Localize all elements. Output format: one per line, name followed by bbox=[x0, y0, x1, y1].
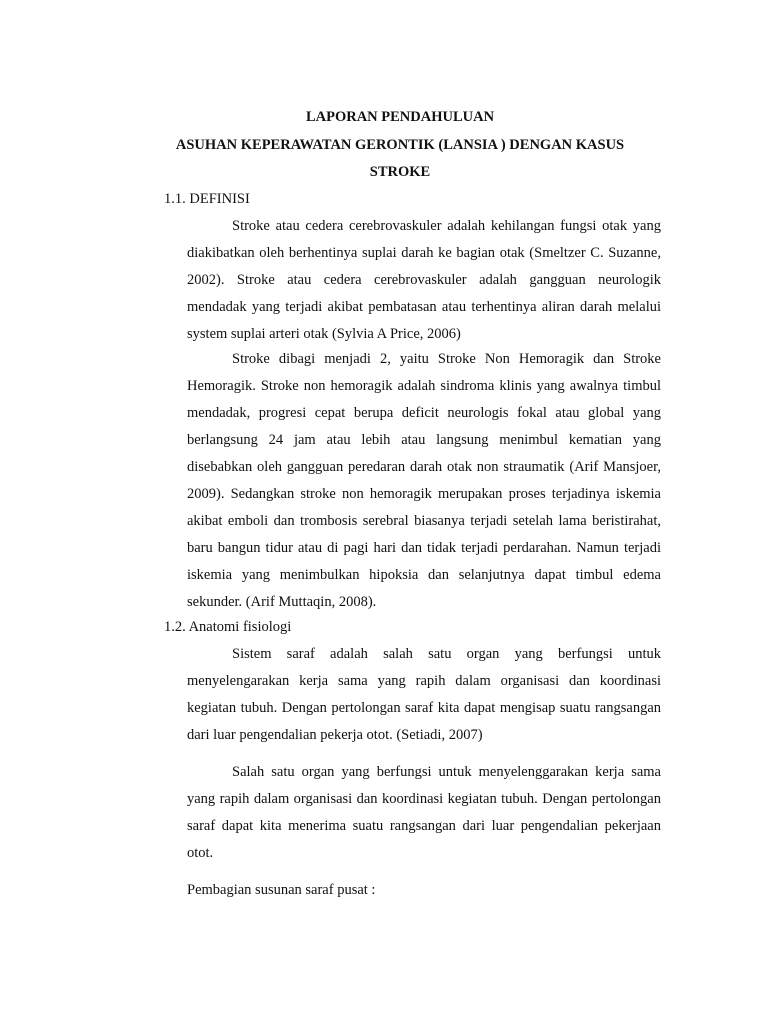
section-heading-definisi: 1.1. DEFINISI bbox=[164, 191, 250, 207]
paragraph-anatomi-3: Pembagian susunan saraf pusat : bbox=[187, 882, 376, 898]
paragraph-anatomi-2: Salah satu organ yang berfungsi untuk menyelenggarakan kerja sama yang rapih dalam organisasi dan koordinasi kegiatan tubuh. Dengan pertolongan saraf dapat kita menerima suatu rangsangan dari luar pengendalian pekerjaan otot. bbox=[187, 764, 661, 861]
document-title-line-3: STROKE bbox=[369, 164, 431, 180]
document-title-line-2: ASUHAN KEPERAWATAN GERONTIK (LANSIA ) DENGAN KASUS bbox=[175, 137, 625, 153]
paragraph-definisi-1: Stroke atau cedera cerebrovaskuler adalah kehilangan fungsi otak yang diakibatkan oleh berhentinya suplai darah ke bagian otak (Smeltzer C. Suzanne, 2002). Stroke atau cedera cerebrovaskuler adalah gangguan neurologik mendadak yang terjadi akibat pembatasan atau terhentinya aliran darah melalui system suplai arteri otak (Sylvia A Price, 2006) bbox=[187, 218, 661, 342]
paragraph-anatomi-1: Sistem saraf adalah salah satu organ yang berfungsi untuk menyelengarakan kerja sama yang rapih dalam organisasi dan koordinasi kegiatan tubuh. Dengan pertolongan saraf kita dapat mengisap suatu rangsangan dari luar pengendalian pekerja otot. (Setiadi, 2007) bbox=[187, 646, 661, 743]
section-heading-anatomi: 1.2. Anatomi fisiologi bbox=[164, 619, 292, 635]
paragraph-definisi-2: Stroke dibagi menjadi 2, yaitu Stroke Non Hemoragik dan Stroke Hemoragik. Stroke non hemoragik adalah sindroma klinis yang awalnya timbul mendadak, progresi cepat berupa deficit neurologis fokal atau global yang berlangsung 24 jam atau lebih atau langsung menimbul kematian yang disebabkan oleh gangguan peredaran darah otak non straumatik (Arif Mansjoer, 2009). Sedangkan stroke non hemoragik merupakan proses terjadinya iskemia akibat emboli dan trombosis serebral biasanya terjadi setelah lama beristirahat, baru bangun tidur atau di pagi hari dan tidak terjadi perdarahan. Namun terjadi iskemia yang menimbulkan hipoksia dan selanjutnya dapat timbul edema sekunder. (Arif Muttaqin, 2008). bbox=[187, 351, 661, 610]
document-title-line-1: LAPORAN PENDAHULUAN bbox=[305, 109, 495, 125]
